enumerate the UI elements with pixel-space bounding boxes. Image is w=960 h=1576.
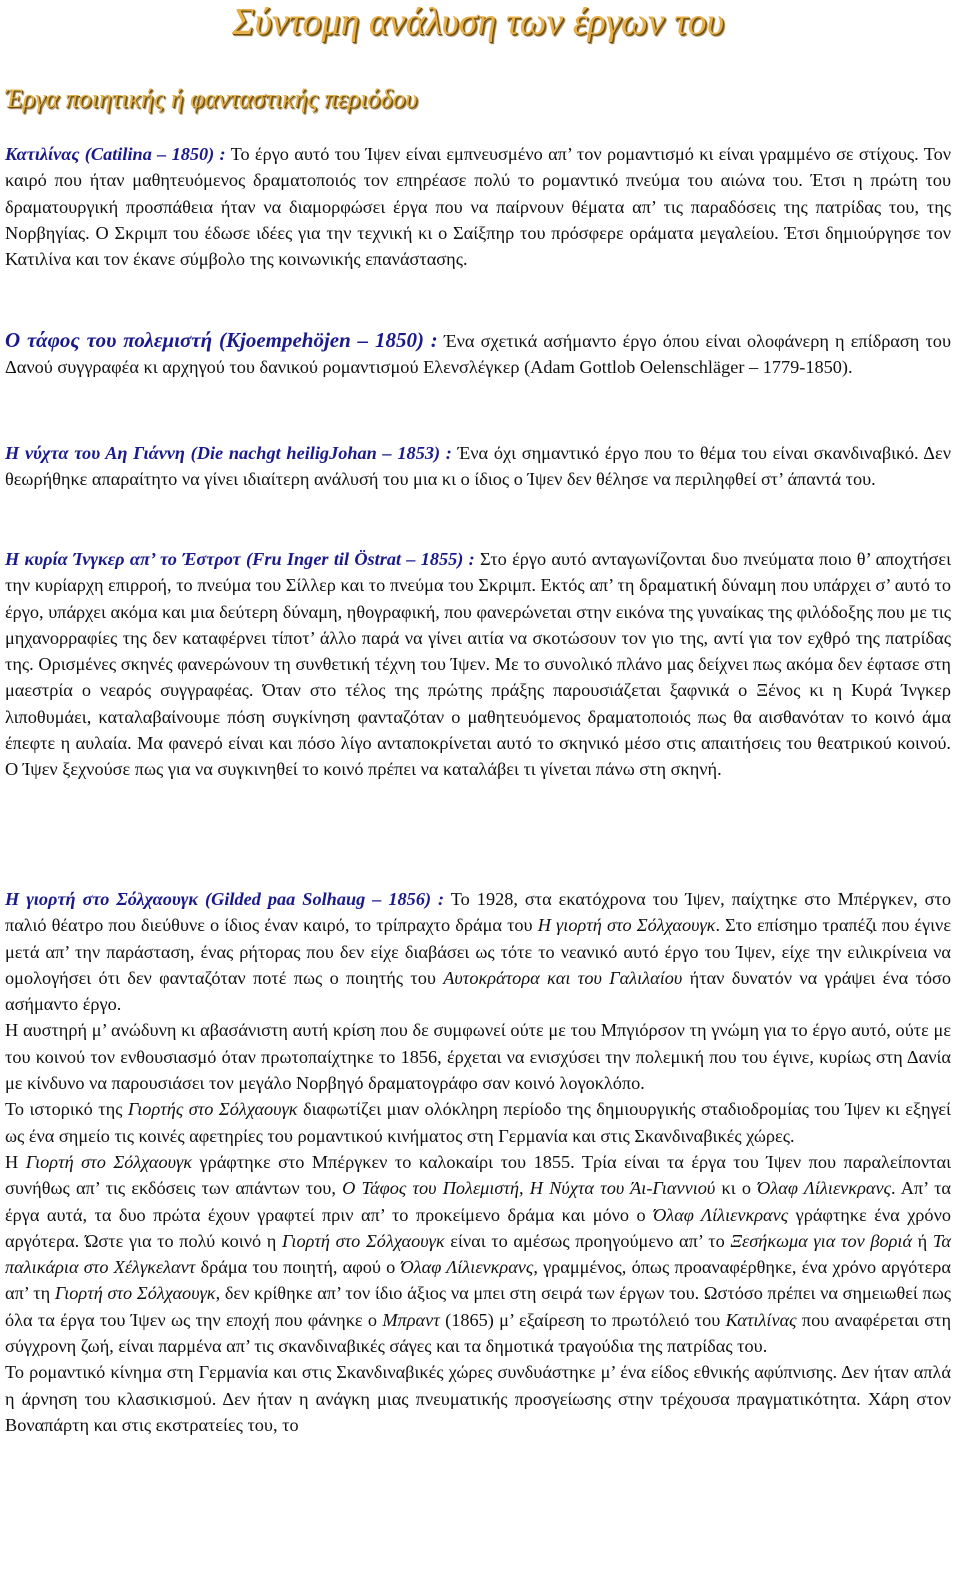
section-title: Έργα ποιητικής ή φανταστικής περιόδου	[5, 84, 418, 113]
text-run: διαφωτίζει μιαν ολόκληρη περίοδο της δημιουργικής σταδιοδρομίας του Ίψεν κι εξηγεί ως ένα σημείο τις κοινές αφετηρίες του ρομαντικού κινήματος στη Γερμανία και στις Σκανδιναβικές χώρες.	[5, 1099, 951, 1146]
work-feast-at-solhaug	[5, 886, 951, 1438]
title-ref: Μπραντ	[382, 1309, 440, 1330]
work-warriors-barrow	[5, 327, 951, 381]
work-lady-inger	[5, 546, 951, 783]
paragraph: Το ρομαντικό κίνημα στη Γερμανία και στις Σκανδιναβικές χώρες συνδυάστηκε μ’ ένα είδος εθνικής αφύπνισης. Δεν ήταν απλά η άρνηση του κλασικισμού. Δεν ήταν η ανάγκη μιας πνευματικής προσγείωσης στην τρέχουσα πραγματικότητα. Χάρη στον Βοναπάρτη και στις εκστρατείες του, το	[5, 1362, 951, 1435]
title-ref: Κατιλίνας	[725, 1309, 797, 1330]
paragraph: Η αυστηρή μ’ ανώδυνη κι αβασάνιστη αυτή κρίση που δε συμφωνεί ούτε με του Μπγιόρσον τη γνώμη για το έργο αυτό, ούτε με του κοινού τον ενθουσιασμό όταν πρωτοπαίχτηκε το 1856, έρχεται να ενισχύσει την πολεμική που του έγινε, κυρίως στη Δανία με κίνδυνο να παρουσιάσει τον μεγάλο Νορβηγό δραματογράφο σαν κοινό λογοκλόπο.	[5, 1020, 951, 1094]
text-run: δράμα του ποιητή, αφού ο	[195, 1257, 401, 1278]
page-title: Σύντομη ανάλυση των έργων του	[231, 1, 725, 43]
work-text: Το έργο αυτό του Ίψεν είναι εμπνευσμένο απ’ τον ρομαντισμό κι είναι γραμμένο σε στίχους. Τον καιρό που ήταν μαθητευόμενος δραματοποιός τον επηρέασε πολύ το ρομαντικό πνεύμα του αιώνα του. Έτσι η πρώτη του δραματουργική προσπάθεια ήταν να διαμορφώσει έργα που να παίρνουν θέματα απ’ τις παραδόσεις της πατρίδας του, της Νορβηγίας. Ο Σκριμπ του έδωσε ιδέες για την τεχνική κι ο Σαίξπηρ του πρόσφερε οράματα μεγαλείου. Έτσι δημιούργησε τον Κατιλίνα και τον έκανε σύμβολο της κοινωνικής επανάστασης.	[5, 144, 952, 270]
title-ref: Αυτοκράτορα και του Γαλιλαίου	[443, 967, 683, 988]
text-run: ήταν δυνατόν να γράψει ένα τόσο ασήμαντο έργο.	[5, 967, 951, 1015]
text-run: κι ο	[715, 1178, 758, 1199]
title-ref: Γιορτή στο Σόλχαουγκ	[25, 1151, 193, 1172]
text-run: που αναφέρεται στη σύγχρονη ζωή, είναι παρμένα απ’ τις σκανδιναβικές σάγες και τα δημοτικά τραγούδια της πατρίδας του.	[5, 1309, 952, 1357]
paragraph	[5, 1149, 951, 1359]
work-catilina	[5, 141, 951, 272]
work-heading: Ο τάφος του πολεμιστή (Kjoempehöjen – 1850) :	[5, 328, 438, 352]
work-text: Ένα όχι σημαντικό έργο που το θέμα του είναι σκανδιναβικό. Δεν θεωρήθηκε απαραίτητο να γίνει ιδιαίτερη ανάλυσή του μια κι ο ίδιος ο Ίψεν δεν θέλησε να περιληφθεί στ’ άπαντά του.	[5, 443, 951, 490]
title-ref: Ξεσήκωμα για τον βοριά	[730, 1230, 913, 1251]
work-heading: Η κυρία Ίνγκερ απ’ το Έστροτ (Fru Inger til Östrat – 1855) :	[5, 549, 475, 569]
title-ref: Γιορτή στο Σόλχαουγκ	[54, 1283, 216, 1304]
paragraph	[5, 886, 951, 1017]
work-heading: Κατιλίνας (Catilina – 1850) :	[5, 144, 226, 164]
text-run: γράφτηκε στο Μπέργκεν το καλοκαίρι του 1855. Τρία είναι τα έργα του Ίψεν που παραλείπονται συνήθως απ’ τις εκδόσεις των απάντων του,	[5, 1151, 951, 1199]
text-run: είναι το αμέσως προηγούμενο απ’ το	[444, 1230, 731, 1251]
text-run: γράφτηκε ένα χρόνο αργότερα. Ώστε για το πολύ κοινό η	[5, 1204, 951, 1251]
work-text: Ένα σχετικά ασήμαντο έργο όπου είναι ολοφάνερη η επίδραση του Δανού συγγραφέα κι αρχηγού του δανικού ρομαντισμού Ελενσλέγκερ (Adam Gottlob Oelenschläger – 1779-1850).	[5, 331, 951, 378]
work-st-johns-night	[5, 440, 951, 493]
document-page	[5, 0, 952, 1435]
title-ref: Όλαφ Λίλιενκρανς	[400, 1257, 534, 1278]
title-ref: Τα παλικάρια στο Χέλγκελαντ	[5, 1230, 951, 1278]
paragraph	[5, 1096, 951, 1149]
text-run: , γραμμένος, όπως προαναφέρθηκε, ένα χρόνο αργότερα απ’ τη	[5, 1257, 951, 1304]
work-text: Στο έργο αυτό ανταγωνίζονται δυο πνεύματα ποιο θ’ αποχτήσει την κυρίαρχη επιρροή, το πνεύμα του Σίλλερ και το πνεύμα του Σκριμπ. Εκτός απ’ τη δραματική δύναμη που υπάρχει σ’ αυτό το έργο, υπάρχει ακόμα και μια δεύτερη δύναμη, ηθογραφική, που φανερώνεται στην εικόνα της γυναίκας της φιλόδοξης που με τις μηχανορραφίες της δεν καταφέρνει τίποτ’ άλλο παρά να γίνει αιτία να σκοτώσουν τον γιο της, αντί για τον εχθρό της πατρίδας της. Ορισμένες σκηνές φανερώνουν τη συνθετική τέχνη του Ίψεν. Με το συνολικό πλάνο μας δείχνει πως ακόμα δεν έφτασε στη μαεστρία ο νεαρός συγγραφέας. Όταν στο τέλος της πρώτης πράξης παρουσιάζεται ξαφνικά ο Ξένος κι η Κυρά Ίνγκερ λιποθυμάει, καταλαβαίνουμε πόση συγκίνηση φανταζόταν ο μαθητευόμενος δραματοποιός πως θα αισθανόταν το κοινό άμα έπεφτε η αυλαία. Μα φανερό είναι και πόσο λίγο ανταποκρίνεται αυτό το σκηνικό μέσο στις απαιτήσεις του θεατρικού κοινού. Ο Ίψεν ξεχνούσε πως για να συγκινηθεί το κοινό πρέπει να καταλάβει τι γίνεται πάνω στη σκηνή.	[5, 549, 951, 780]
work-heading: Η νύχτα του Αη Γιάννη (Die nachgt heiligJohan – 1853) :	[5, 443, 452, 463]
text-run: , δεν κρίθηκε απ’ τον ίδιο άξιος να μπει στη σειρά των έργων του. Ωστόσο πρέπει να σημειωθεί πως όλα τα έργα του Ίψεν ως την εποχή που φάνηκε ο	[5, 1283, 951, 1330]
text-run: . Απ’ τα έργα αυτά, τα δυο πρώτα έχουν γραφτεί πριν απ’ το προκείμενο δράμα και μόνο ο	[5, 1178, 952, 1225]
title-ref: Γιορτή στο Σόλχαουγκ	[281, 1230, 445, 1251]
title-ref: Όλαφ Λίλιενκρανς	[757, 1178, 891, 1199]
text-run: Η	[5, 1151, 26, 1172]
text-run: . Στο επίσημο τραπέζι που έγινε μετά απ’ την παράσταση, ένας ρήτορας που δεν είχε διαβάσει ως τότε το νεανικό αυτό έργο του Ίψεν, είχε την ειλικρίνεια να ομολογήσει ότι δεν φανταζόταν ποτέ πως ο ποιητής του	[5, 915, 951, 988]
title-ref: Ο Τάφος του Πολεμιστή, Η Νύχτα του Άι-Γιαννιού	[342, 1178, 716, 1199]
title-ref: Η γιορτή στο Σόλχαουγκ	[537, 915, 716, 936]
text-run: ή	[912, 1230, 933, 1251]
text-run: Το 1928, στα εκατόχρονα του Ίψεν, παίχτηκε στο Μπέργκεν, στο παλιό θέατρο που διεύθυνε ο ίδιος έναν καιρό, το τρίπραχτο δράμα του	[5, 889, 952, 936]
title-ref: Γιορτής στο Σόλχαουγκ	[127, 1099, 298, 1120]
text-run: Το ιστορικό της	[5, 1099, 128, 1120]
work-heading: Η γιορτή στο Σόλχαουγκ (Gilded paa Solhaug – 1856) :	[5, 889, 445, 909]
text-run: (1865) μ’ εξαίρεση το πρωτόλειό του	[439, 1309, 726, 1330]
title-ref: Όλαφ Λίλιενκρανς	[653, 1204, 789, 1225]
